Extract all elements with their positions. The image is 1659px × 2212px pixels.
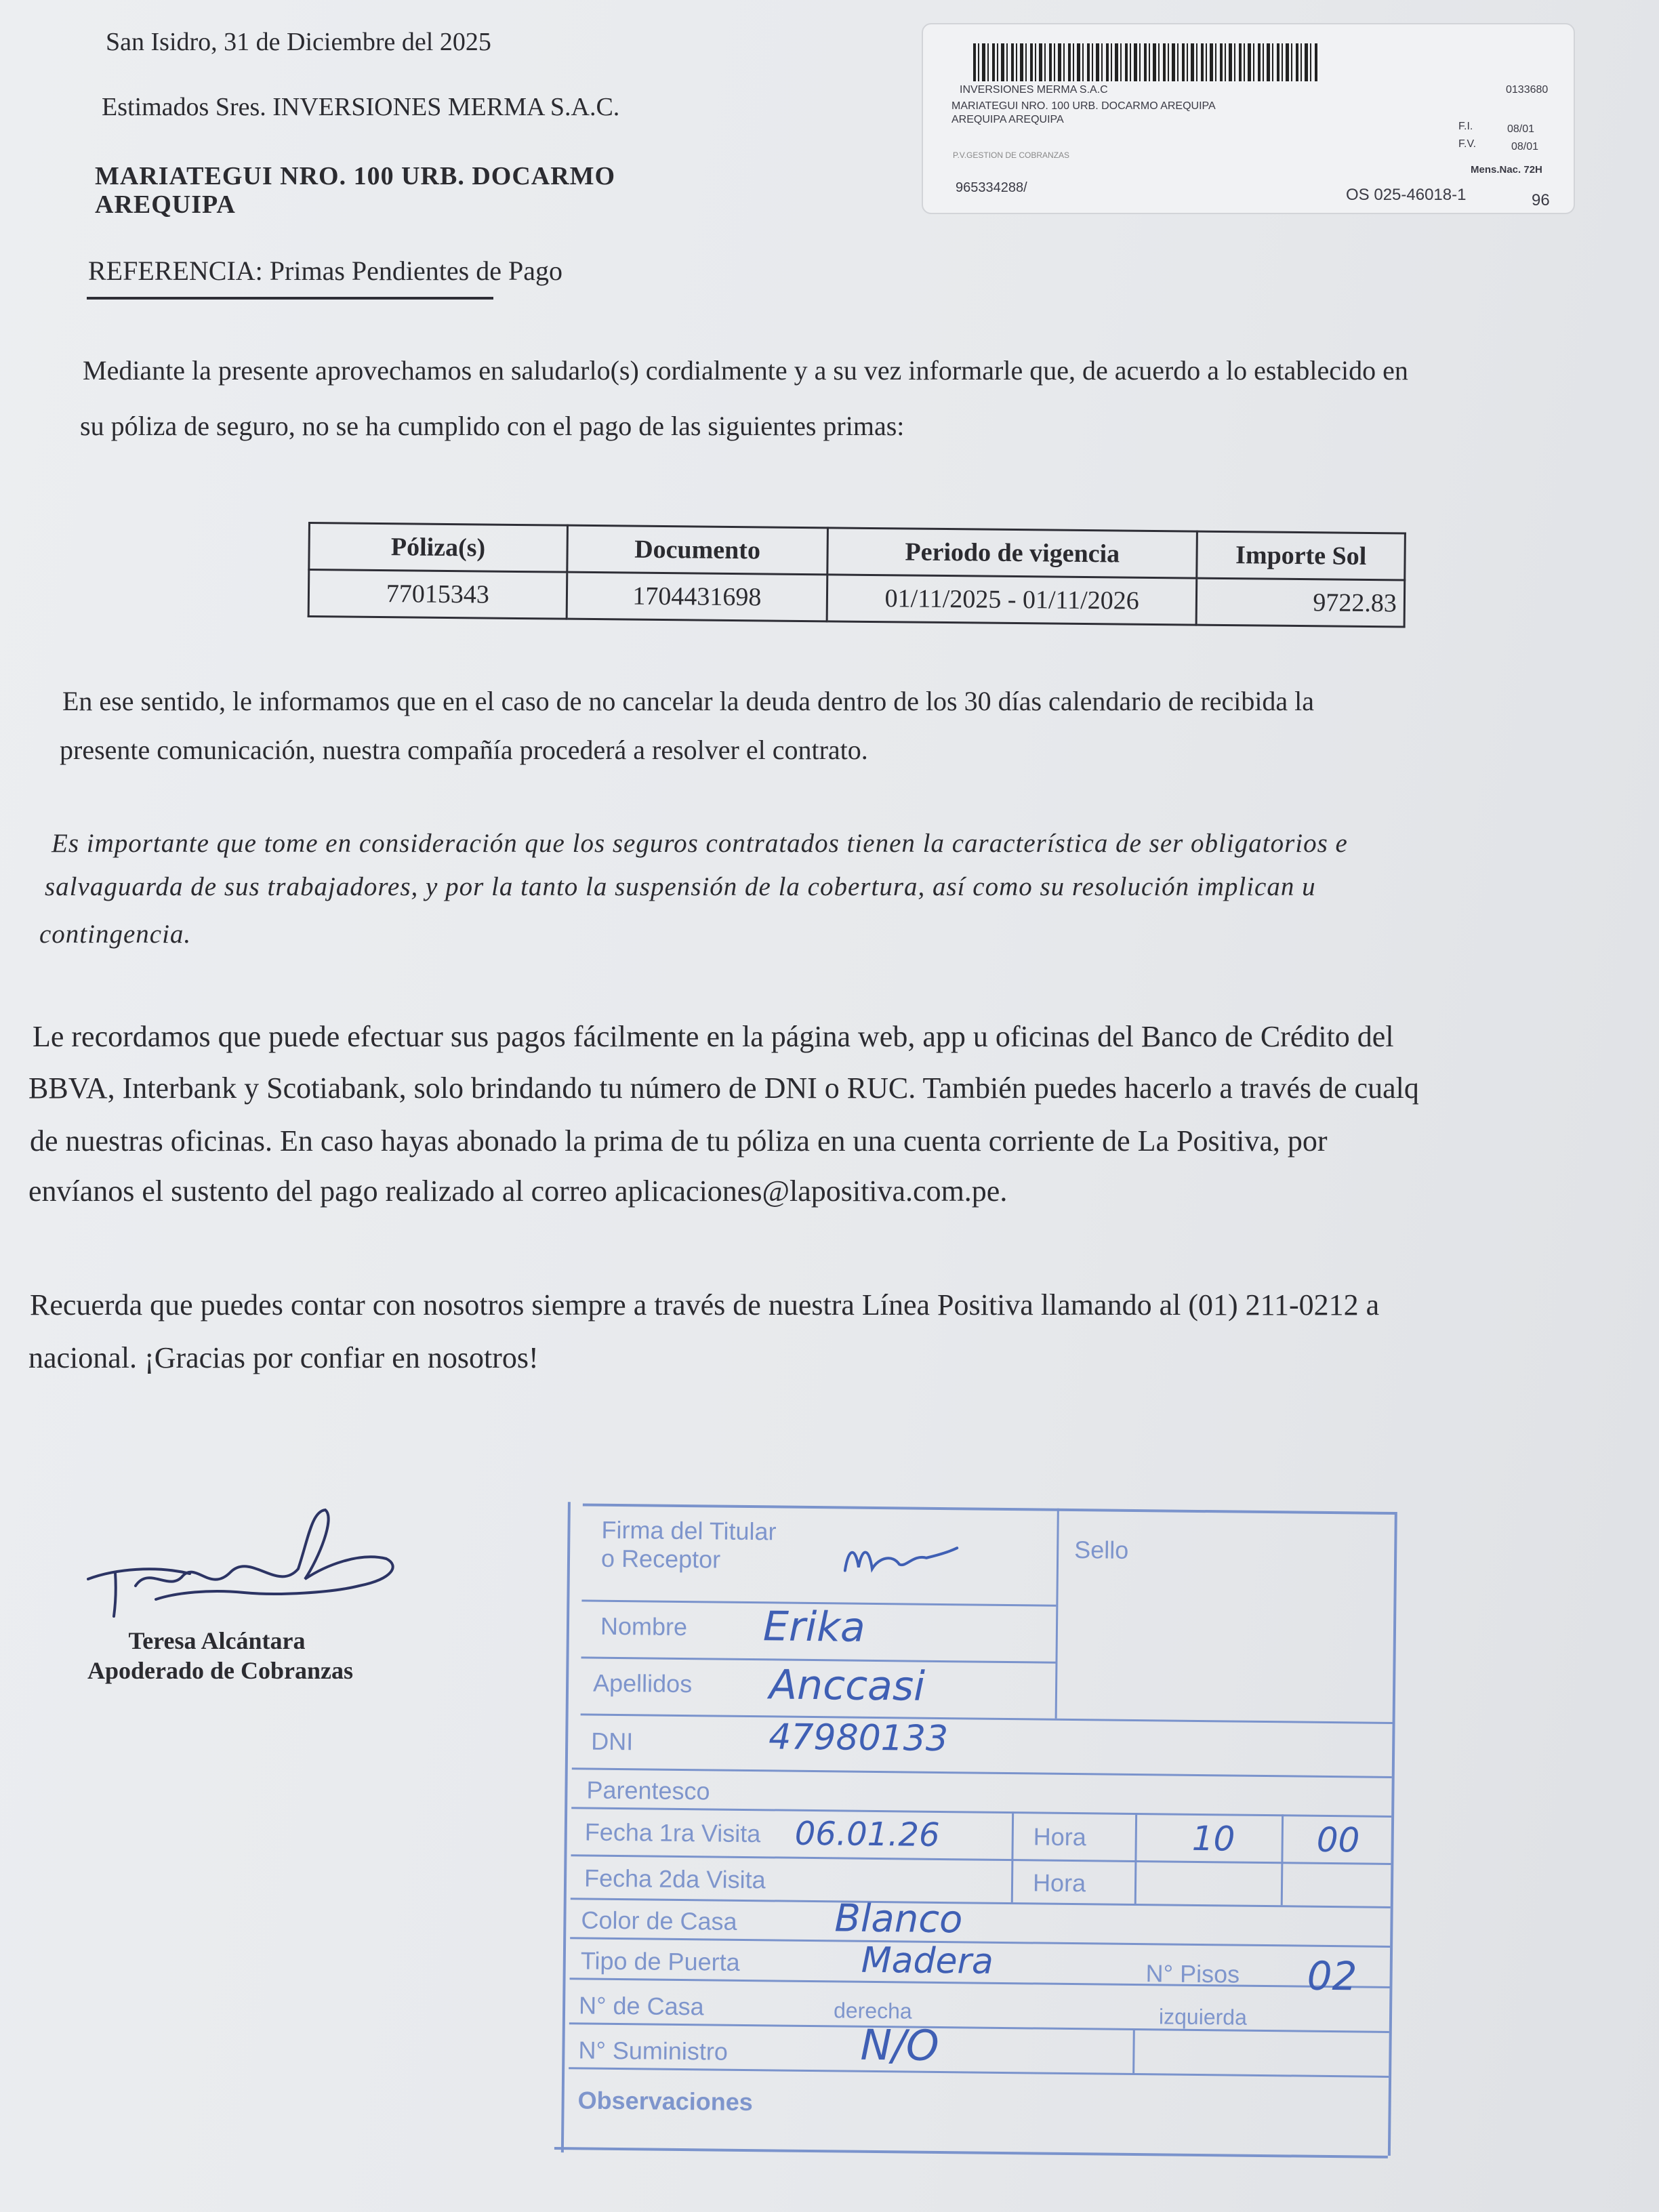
date-line: San Isidro, 31 de Diciembre del 2025 — [106, 28, 491, 56]
p3-line-3: de nuestras oficinas. En caso hayas abonado la prima de tu póliza en una cuenta corriente de La Positiva, por — [30, 1124, 1328, 1158]
label-firma: Firma del Titular — [601, 1515, 777, 1546]
reference-underline — [87, 297, 493, 300]
cell-importe: 9722.83 — [1196, 578, 1404, 627]
address-line-1: MARIATEGUI NRO. 100 URB. DOCARMO — [95, 162, 616, 190]
pending-premiums-table — [308, 522, 1406, 628]
hw-suministro: N/O — [860, 2020, 940, 2070]
stamp-border-right — [1388, 1512, 1397, 2156]
label-observaciones: Observaciones — [577, 2086, 754, 2116]
sticker-fv-label: F.V. — [1458, 138, 1477, 150]
label-hora-1: Hora — [1033, 1822, 1087, 1851]
delivery-stamp — [548, 1496, 1415, 2169]
receptor-signature — [838, 1533, 961, 1582]
label-hora-2: Hora — [1032, 1868, 1086, 1898]
label-color-casa: Color de Casa — [581, 1906, 737, 1936]
hw-hora-m: 00 — [1316, 1820, 1360, 1860]
sticker-code: 0133680 — [1506, 84, 1549, 96]
cell-documento: 1704431698 — [567, 572, 827, 621]
stamp-border-top — [583, 1503, 1396, 1515]
hw-color: Blanco — [834, 1896, 963, 1942]
label-izquierda: izquierda — [1158, 2004, 1248, 2030]
reference-line: REFERENCIA: Primas Pendientes de Pago — [88, 255, 562, 286]
p2-line-3: contingencia. — [39, 920, 192, 949]
hw-nombre: Erika — [762, 1603, 866, 1652]
label-dni: DNI — [591, 1727, 634, 1756]
label-nombre: Nombre — [600, 1612, 688, 1641]
label-suministro: N° Suministro — [578, 2036, 729, 2066]
sticker-dept: P.V.GESTION DE COBRANZAS — [953, 150, 1070, 160]
intro-line-1: Mediante la presente aprovechamos en saludarlo(s) cordialmente y a su vez informarle que, de acuerdo a lo establecido en — [83, 355, 1408, 386]
p2-line-2: salvaguarda de sus trabajadores, y por la tanto la suspensión de la cobertura, así como su resolución implican u — [45, 872, 1316, 901]
sticker-address-1: MARIATEGUI NRO. 100 URB. DOCARMO AREQUIPA — [951, 100, 1216, 112]
hw-apellidos: Anccasi — [769, 1661, 926, 1711]
p3-line-2: BBVA, Interbank y Scotiabank, solo brindando tu número de DNI o RUC. También puedes hacerlo a través de cualq — [28, 1071, 1419, 1105]
barcode — [973, 43, 1319, 81]
greeting — [102, 92, 619, 122]
sticker-company: INVERSIONES MERMA S.A.C — [960, 84, 1108, 96]
label-n-pisos: N° Pisos — [1145, 1959, 1240, 1988]
cell-poliza: 77015343 — [308, 570, 567, 619]
label-fecha-2: Fecha 2da Visita — [583, 1864, 766, 1894]
p2-line-1: Es importante que tome en consideración que los seguros contratados tienen la característica de ser obligatorios e — [52, 829, 1348, 858]
sticker-fi-label: F.I. — [1458, 121, 1473, 132]
greeting-text: Estimados Sres. INVERSIONES MERMA S.A.C. — [102, 93, 620, 121]
sticker-address-2: AREQUIPA AREQUIPA — [951, 114, 1064, 125]
address-sticker — [922, 23, 1575, 214]
sticker-fv-value: 08/01 — [1511, 141, 1539, 152]
sticker-phone: 965334288/ — [956, 180, 1027, 195]
sticker-mens: Mens.Nac. 72H — [1471, 164, 1542, 176]
label-derecha: derecha — [833, 1998, 912, 2024]
p4-line-2: nacional. ¡Gracias por confiar en nosotros! — [28, 1341, 539, 1374]
label-tipo-puerta: Tipo de Puerta — [580, 1946, 740, 1976]
label-receptor: o Receptor — [600, 1544, 721, 1574]
label-fecha-1: Fecha 1ra Visita — [584, 1818, 761, 1848]
p4-line-1: Recuerda que puedes contar con nosotros siempre a través de nuestra Línea Positiva llamando al (01) 211-0212 a — [30, 1288, 1380, 1322]
hw-fecha: 06.01.26 — [794, 1814, 940, 1854]
p1-line-1: En ese sentido, le informamos que en el caso de no cancelar la deuda dentro de los 30 días calendario de recibida la — [62, 686, 1315, 716]
sticker-fi-value: 08/01 — [1507, 123, 1535, 135]
hw-hora-h: 10 — [1191, 1818, 1235, 1859]
p3-line-4: envíanos el sustento del pago realizado al correo aplicaciones@lapositiva.com.pe. — [28, 1174, 1008, 1208]
p1-line-2: presente comunicación, nuestra compañía procederá a resolver el contrato. — [60, 735, 868, 765]
label-parentesco: Parentesco — [586, 1776, 710, 1805]
table-row — [308, 570, 1405, 628]
hw-dni: 47980133 — [768, 1717, 949, 1760]
label-apellidos: Apellidos — [592, 1668, 693, 1698]
stamp-border-bottom — [554, 2147, 1388, 2158]
label-sello: Sello — [1074, 1536, 1129, 1564]
signature-scribble — [75, 1498, 413, 1626]
cell-periodo: 01/11/2025 - 01/11/2026 — [827, 575, 1197, 625]
col-periodo: Periodo de vigencia — [827, 528, 1197, 578]
sticker-num: 96 — [1532, 191, 1550, 209]
col-documento: Documento — [567, 525, 828, 575]
col-poliza: Póliza(s) — [309, 523, 567, 573]
signatory-role: Apoderado de Cobranzas — [87, 1657, 354, 1684]
address-line-2: AREQUIPA — [95, 190, 236, 219]
hw-pisos: 02 — [1307, 1952, 1357, 2000]
col-importe: Importe Sol — [1197, 531, 1405, 580]
signatory-name: Teresa Alcántara — [128, 1627, 306, 1654]
stamp-border-left — [561, 1502, 571, 2152]
label-n-casa: N° de Casa — [578, 1991, 704, 2021]
p3-line-1: Le recordamos que puede efectuar sus pagos fácilmente en la página web, app u oficinas del Banco de Crédito del — [33, 1020, 1394, 1053]
intro-line-2: su póliza de seguro, no se ha cumplido con el pago de las siguientes primas: — [80, 411, 905, 441]
hw-puerta: Madera — [861, 1940, 994, 1982]
sticker-os: OS 025-46018-1 — [1346, 186, 1467, 204]
